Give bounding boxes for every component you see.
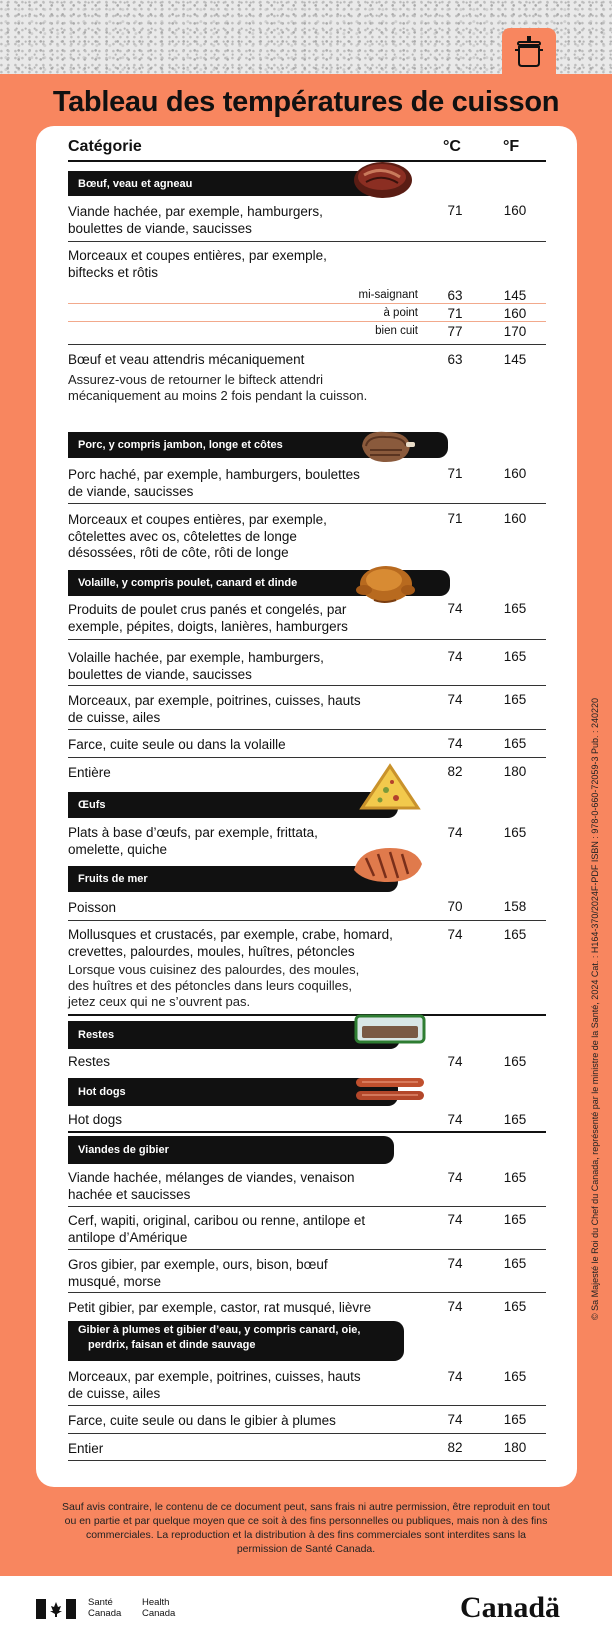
fahrenheit-value: 165 <box>503 601 527 616</box>
fahrenheit-value: 165 <box>503 649 527 664</box>
fahrenheit-value: 158 <box>503 899 527 914</box>
row-divider <box>68 1292 546 1293</box>
fahrenheit-value: 165 <box>503 692 527 707</box>
fahrenheit-value: 170 <box>503 324 527 339</box>
sub-divider <box>68 303 546 304</box>
cooking-pot-icon <box>514 36 544 68</box>
row-game-deer: Cerf, wapiti, original, caribou ou renne, antilope et antilope d’Amérique <box>68 1213 366 1245</box>
row-divider <box>68 729 546 730</box>
row-divider <box>68 1433 546 1434</box>
row-divider <box>68 1206 546 1207</box>
celsius-value: 70 <box>447 899 463 914</box>
fahrenheit-value: 160 <box>503 511 527 526</box>
celsius-value: 74 <box>447 1256 463 1271</box>
celsius-value: 71 <box>447 306 463 321</box>
pork-chop-image <box>356 424 416 468</box>
section-band-beef: Bœuf, veau et agneau <box>68 171 378 196</box>
category-header: Catégorie <box>68 138 142 155</box>
page-title: Tableau des températures de cuisson <box>52 86 560 118</box>
celsius-value: 63 <box>447 288 463 303</box>
row-hotdogs: Hot dogs <box>68 1112 123 1127</box>
celsius-value: 74 <box>447 1299 463 1314</box>
section-band-hotdogs: Hot dogs <box>68 1078 398 1106</box>
row-divider <box>68 1249 546 1250</box>
section-band-eggs: Œufs <box>68 792 398 818</box>
fahrenheit-value: 165 <box>503 1299 527 1314</box>
sub-divider <box>68 321 546 322</box>
celsius-value: 74 <box>447 736 463 751</box>
section-band-game: Viandes de gibier <box>68 1136 394 1164</box>
celsius-value: 74 <box>447 927 463 942</box>
section-band-seafood: Fruits de mer <box>68 866 398 892</box>
row-shellfish: Mollusques et crustacés, par exemple, crabe, homard, crevettes, palourdes, moules, huîtres, pétoncles <box>68 927 393 959</box>
row-egg-dishes: Plats à base d’œufs, par exemple, frittata, omelette, quiche <box>68 825 318 857</box>
fahrenheit-value: 165 <box>503 1412 527 1427</box>
fahrenheit-value: 160 <box>503 203 527 218</box>
row-leftovers: Restes <box>68 1054 111 1069</box>
celsius-value: 74 <box>447 649 463 664</box>
celsius-value: 71 <box>447 203 463 218</box>
beef-note: Assurez-vous de retourner le bifteck attendri mécaniquement au moins 2 fois pendant la cuisson. <box>68 372 368 403</box>
footer-notice: Sauf avis contraire, le contenu de ce document peut, sans frais ni autre permission, être reproduit en tout ou en partie et par quelque moyen que ce soit à des fins personnelles ou publiques, mais non à des fins commerciales. La reproduction et la distribution à des fins commerciales sont interdites sans la permission de Santé Canada. <box>62 1501 550 1555</box>
row-divider <box>68 241 546 242</box>
fahrenheit-value: 165 <box>503 927 527 942</box>
celsius-value: 71 <box>447 511 463 526</box>
celsius-value: 74 <box>447 1412 463 1427</box>
section-band-poultry: Volaille, y compris poulet, canard et dinde <box>68 570 450 596</box>
sante-canada-label: Santé Canada <box>88 1597 122 1619</box>
row-divider <box>68 639 546 640</box>
fahrenheit-value: 165 <box>503 825 527 840</box>
celsius-value: 82 <box>447 1440 463 1455</box>
row-fish: Poisson <box>68 900 117 915</box>
row-poultry-breaded: Produits de poulet crus panés et congelés, par exemple, pépites, doigts, lanières, hamburgers <box>68 602 348 634</box>
row-game-small: Petit gibier, par exemple, castor, rat musqué, lièvre <box>68 1300 372 1315</box>
fahrenheit-value: 145 <box>503 352 527 367</box>
row-divider <box>68 757 546 758</box>
celsius-value: 74 <box>447 692 463 707</box>
section-band-leftovers: Restes <box>68 1021 400 1049</box>
row-pork-whole: Morceaux et coupes entières, par exemple, côtelettes avec os, côtelettes de longe désossées, rôti de côte, rôti de longe <box>68 512 327 560</box>
celsius-value: 74 <box>447 1170 463 1185</box>
fahrenheit-value: 145 <box>503 288 527 303</box>
row-divider <box>68 685 546 686</box>
celsius-value: 74 <box>447 1369 463 1384</box>
celsius-value: 74 <box>447 1212 463 1227</box>
fahrenheit-value: 160 <box>503 466 527 481</box>
celsius-value: 77 <box>447 324 463 339</box>
hot-dogs-image <box>352 1074 428 1106</box>
section-divider <box>68 1014 546 1016</box>
row-divider <box>68 503 546 504</box>
fahrenheit-value: 180 <box>503 764 527 779</box>
row-divider <box>68 1405 546 1406</box>
row-gamebirds-pieces: Morceaux, par exemple, poitrines, cuisses, hauts de cuisse, ailes <box>68 1369 361 1401</box>
row-divider <box>68 920 546 921</box>
celsius-value: 74 <box>447 1054 463 1069</box>
celsius-value: 82 <box>447 764 463 779</box>
celsius-value: 63 <box>447 352 463 367</box>
fahrenheit-value: 165 <box>503 1369 527 1384</box>
row-gamebirds-whole: Entier <box>68 1441 104 1456</box>
fahrenheit-value: 165 <box>503 1170 527 1185</box>
header-divider <box>68 160 546 162</box>
section-divider <box>68 1131 546 1133</box>
row-beef-tenderized: Bœuf et veau attendris mécaniquement <box>68 352 305 367</box>
leftovers-container-image <box>352 1010 428 1046</box>
copyright-side-text: © Sa Majesté le Roi du Chef du Canada, représenté par le ministre de la Santé, 2024 Cat. : H164-370/2024F-PDF ISBN : 978-0-660-72059-3 Pub. : 240220 <box>590 698 600 1320</box>
celsius-value: 74 <box>447 1112 463 1127</box>
row-gamebirds-stuffing: Farce, cuite seule ou dans le gibier à plumes <box>68 1413 336 1428</box>
seafood-note: Lorsque vous cuisinez des palourdes, des moules, des huîtres et des pétoncles dans leurs coquilles, jetez ceux qui ne s’ouvrent pas. <box>68 962 360 1009</box>
row-game-large: Gros gibier, par exemple, ours, bison, bœuf musqué, morse <box>68 1257 328 1289</box>
row-poultry-stuffing: Farce, cuite seule ou dans la volaille <box>68 737 286 752</box>
steak-image <box>352 155 414 201</box>
row-divider <box>68 344 546 345</box>
fahrenheit-value: 180 <box>503 1440 527 1455</box>
doneness-label: bien cuit <box>375 325 418 337</box>
section-band-gamebirds: Gibier à plumes et gibier d’eau, y compris canard, oie, perdrix, faisan et dinde sauvage <box>68 1321 404 1361</box>
pot-tab <box>502 28 556 78</box>
doneness-label: à point <box>383 307 418 319</box>
row-pork-ground: Porc haché, par exemple, hamburgers, boulettes de viande, saucisses <box>68 467 360 499</box>
celsius-header: °C <box>443 138 461 155</box>
row-beef-whole: Morceaux et coupes entières, par exemple, biftecks et rôtis <box>68 248 327 280</box>
fahrenheit-value: 160 <box>503 306 527 321</box>
fahrenheit-value: 165 <box>503 1054 527 1069</box>
fahrenheit-value: 165 <box>503 1112 527 1127</box>
health-canada-label: Health Canada <box>142 1597 176 1619</box>
fahrenheit-value: 165 <box>503 736 527 751</box>
section-band-pork: Porc, y compris jambon, longe et côtes <box>68 432 448 458</box>
doneness-label: mi-saignant <box>358 289 418 301</box>
fahrenheit-header: °F <box>503 138 520 155</box>
row-poultry-whole: Entière <box>68 765 111 780</box>
salmon-image <box>350 840 426 888</box>
celsius-value: 74 <box>447 825 463 840</box>
row-poultry-ground: Volaille hachée, par exemple, hamburgers, boulettes de viande, saucisses <box>68 650 324 682</box>
row-game-ground: Viande hachée, mélanges de viandes, venaison hachée et saucisses <box>68 1170 355 1202</box>
canada-flag-icon <box>36 1599 76 1619</box>
celsius-value: 71 <box>447 466 463 481</box>
roast-chicken-image <box>354 556 416 606</box>
row-divider <box>68 1460 546 1461</box>
row-beef-ground: Viande hachée, par exemple, hamburgers, boulettes de viande, saucisses <box>68 204 323 236</box>
fahrenheit-value: 165 <box>503 1256 527 1271</box>
celsius-value: 74 <box>447 601 463 616</box>
canada-wordmark: Canadä <box>460 1591 561 1624</box>
row-poultry-pieces: Morceaux, par exemple, poitrines, cuisses, hauts de cuisse, ailes <box>68 693 361 725</box>
fahrenheit-value: 165 <box>503 1212 527 1227</box>
quiche-image <box>356 760 424 816</box>
